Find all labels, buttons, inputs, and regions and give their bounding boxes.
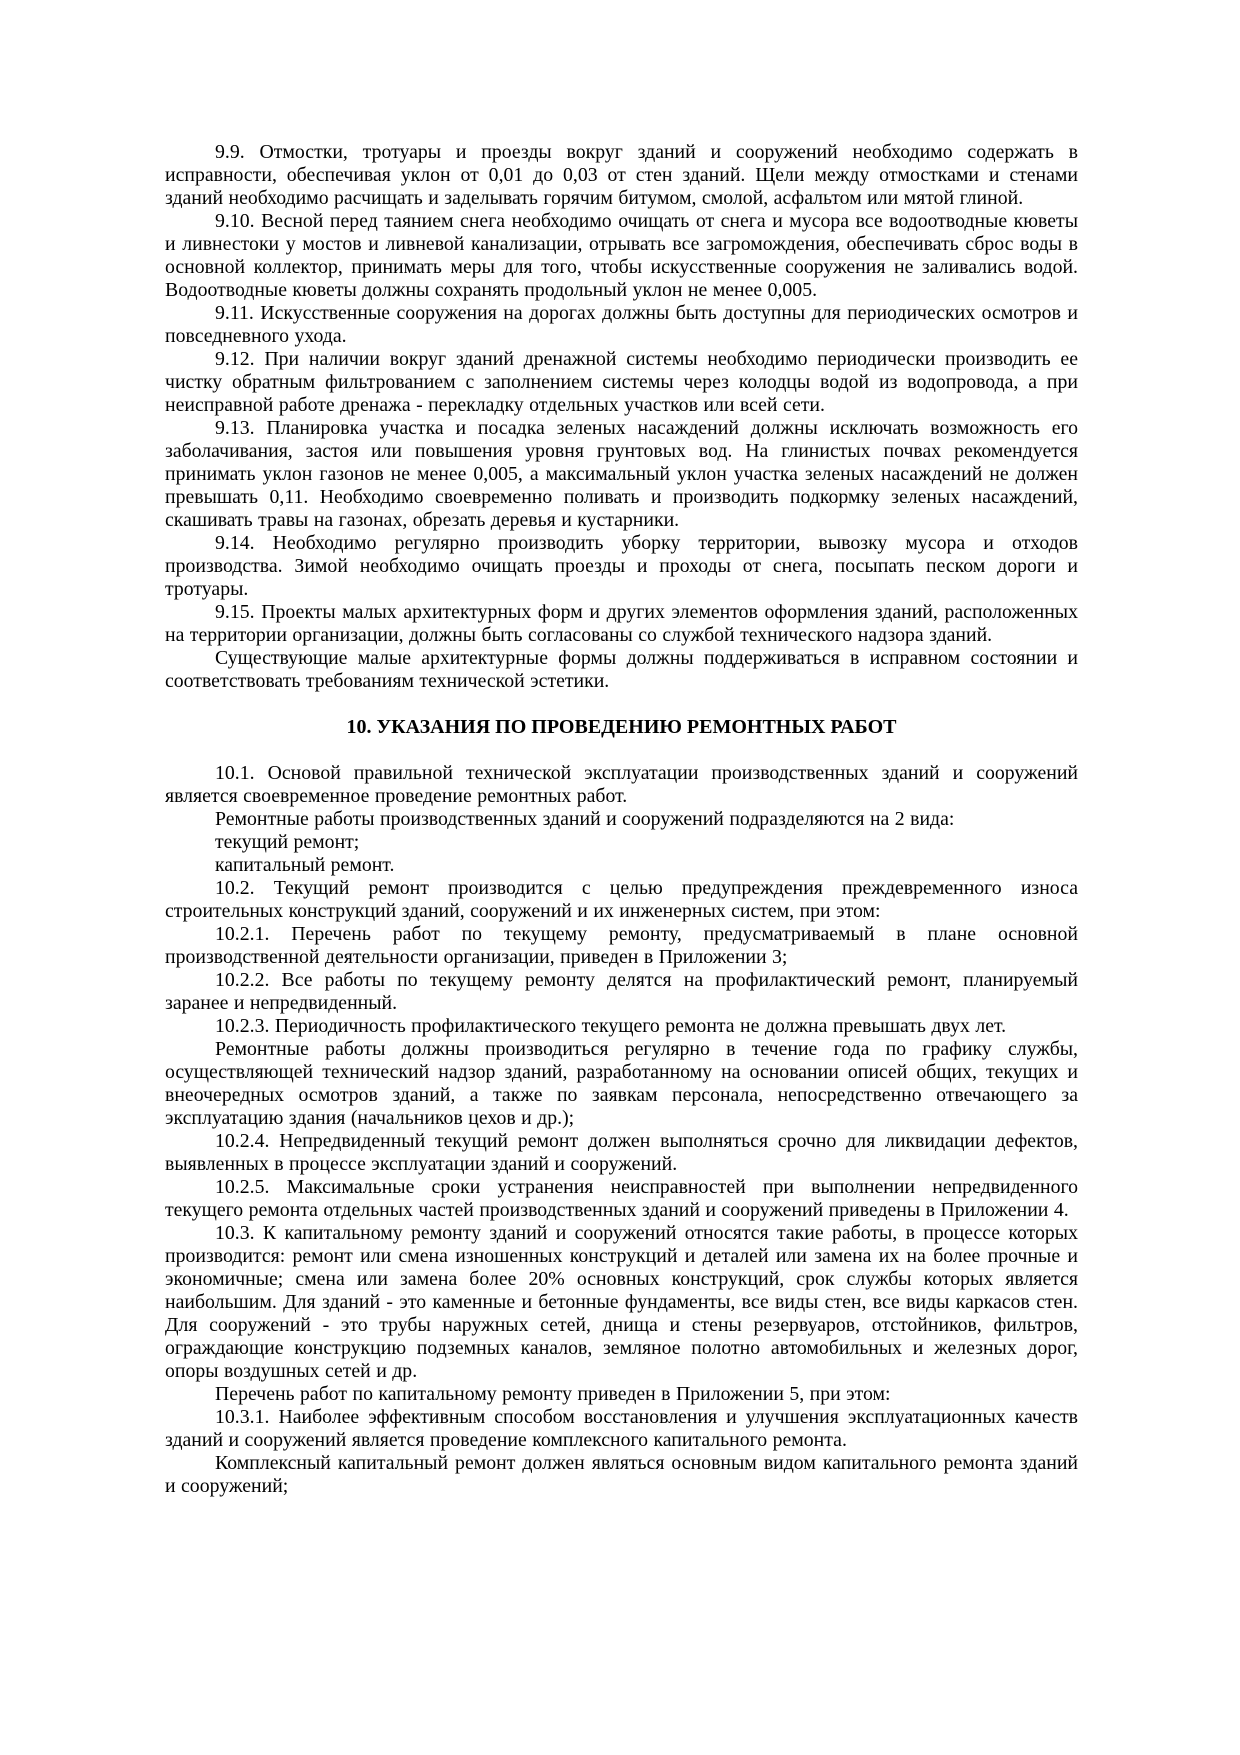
paragraph-10-2: 10.2. Текущий ремонт производится с целью предупреждения преждевременного износа строительных конструкций зданий, сооружений и их инженерных систем, при этом: xyxy=(165,877,1078,922)
paragraph-10-2-4: 10.2.4. Непредвиденный текущий ремонт должен выполняться срочно для ликвидации дефектов, выявленных в процессе эксплуатации зданий и сооружений. xyxy=(165,1130,1078,1175)
list-item-current-repair: текущий ремонт; xyxy=(215,831,360,853)
paragraph-9-11: 9.11. Искусственные сооружения на дорогах должны быть доступны для периодических осмотров и повседневного ухода. xyxy=(165,302,1078,347)
paragraph-10-3-1: 10.3.1. Наиболее эффективным способом восстановления и улучшения эксплуатационных качеств зданий и сооружений является проведение комплексного капитального ремонта. xyxy=(165,1406,1078,1451)
paragraph-10-1: 10.1. Основой правильной технической эксплуатации производственных зданий и сооружений является своевременное проведение ремонтных работ. xyxy=(165,762,1078,807)
paragraph-9-9: 9.9. Отмостки, тротуары и проезды вокруг зданий и сооружений необходимо содержать в исправности, обеспечивая уклон от 0,01 до 0,03 от стен зданий. Щели между отмостками и стенами зданий необходимо расчищать и заделывать горячим битумом, смолой, асфальтом или мятой глиной. xyxy=(165,141,1078,209)
paragraph-complex-capital-repair: Комплексный капитальный ремонт должен являться основным видом капитального ремонта зданий и сооружений; xyxy=(165,1452,1078,1497)
paragraph-9-13: 9.13. Планировка участка и посадка зеленых насаждений должны исключать возможность его заболачивания, застоя или повышения уровня грунтовых вод. На глинистых почвах рекомендуется принимать уклон газонов не менее 0,005, а максимальный уклон участка зеленых насаждений не должен превышать 0,11. Необходимо своевременно поливать и производить подкормку зеленых насаждений, скашивать травы на газонах, обрезать деревья и кустарники. xyxy=(165,417,1078,531)
paragraph-repair-schedule: Ремонтные работы должны производиться регулярно в течение года по графику службы, осуществляющей технический надзор зданий, разработанному на основании описей общих, текущих и внеочередных осмотров зданий, а также по заявкам персонала, непосредственно отвечающего за эксплуатацию здания (начальников цехов и др.); xyxy=(165,1038,1078,1129)
paragraph-capital-repair-list: Перечень работ по капитальному ремонту приведен в Приложении 5, при этом: xyxy=(215,1383,891,1405)
list-item-capital-repair: капитальный ремонт. xyxy=(215,854,395,876)
paragraph-10-3: 10.3. К капитальному ремонту зданий и сооружений относятся такие работы, в процессе которых производится: ремонт или смена изношенных конструкций и деталей или замена их на более прочные и экономичные; смена или замена более 20% основных конструкций, срок службы которых является наибольшим. Для зданий - это каменные и бетонные фундаменты, все виды стен, все виды каркасов стен. Для сооружений - это трубы наружных сетей, днища и стены резервуаров, отстойников, фильтров, ограждающие конструкцию подземных каналов, земляное полотно автомобильных и железных дорог, опоры воздушных сетей и др. xyxy=(165,1222,1078,1382)
paragraph-10-2-2: 10.2.2. Все работы по текущему ремонту делятся на профилактический ремонт, планируемый заранее и непредвиденный. xyxy=(165,969,1078,1014)
paragraph-existing-small-forms: Существующие малые архитектурные формы должны поддерживаться в исправном состоянии и соответствовать требованиям технической эстетики. xyxy=(165,647,1078,692)
section-10-heading: 10. УКАЗАНИЯ ПО ПРОВЕДЕНИЮ РЕМОНТНЫХ РАБОТ xyxy=(346,716,897,738)
paragraph-9-10: 9.10. Весной перед таянием снега необходимо очищать от снега и мусора все водоотводные кюветы и ливнестоки у мостов и ливневой канализации, отрывать все загромождения, обеспечивать сброс воды в основной коллектор, принимать меры для того, чтобы искусственные сооружения не заливались водой. Водоотводные кюветы должны сохранять продольный уклон не менее 0,005. xyxy=(165,210,1078,301)
paragraph-repair-work-types: Ремонтные работы производственных зданий и сооружений подразделяются на 2 вида: xyxy=(215,808,955,830)
paragraph-9-14: 9.14. Необходимо регулярно производить уборку территории, вывозку мусора и отходов производства. Зимой необходимо очищать проезды и проходы от снега, посыпать песком дороги и тротуары. xyxy=(165,532,1078,600)
paragraph-10-2-1: 10.2.1. Перечень работ по текущему ремонту, предусматриваемый в плане основной производственной деятельности организации, приведен в Приложении 3; xyxy=(165,923,1078,968)
paragraph-10-2-3: 10.2.3. Периодичность профилактического текущего ремонта не должна превышать двух лет. xyxy=(215,1015,1007,1037)
paragraph-9-15: 9.15. Проекты малых архитектурных форм и других элементов оформления зданий, расположенных на территории организации, должны быть согласованы со службой технического надзора зданий. xyxy=(165,601,1078,646)
paragraph-9-12: 9.12. При наличии вокруг зданий дренажной системы необходимо периодически производить ее чистку обратным фильтрованием с заполнением системы через колодцы водой из водопровода, а при неисправной работе дренажа - перекладку отдельных участков или всей сети. xyxy=(165,348,1078,416)
paragraph-10-2-5: 10.2.5. Максимальные сроки устранения неисправностей при выполнении непредвиденного текущего ремонта отдельных частей производственных зданий и сооружений приведены в Приложении 4. xyxy=(165,1176,1078,1221)
